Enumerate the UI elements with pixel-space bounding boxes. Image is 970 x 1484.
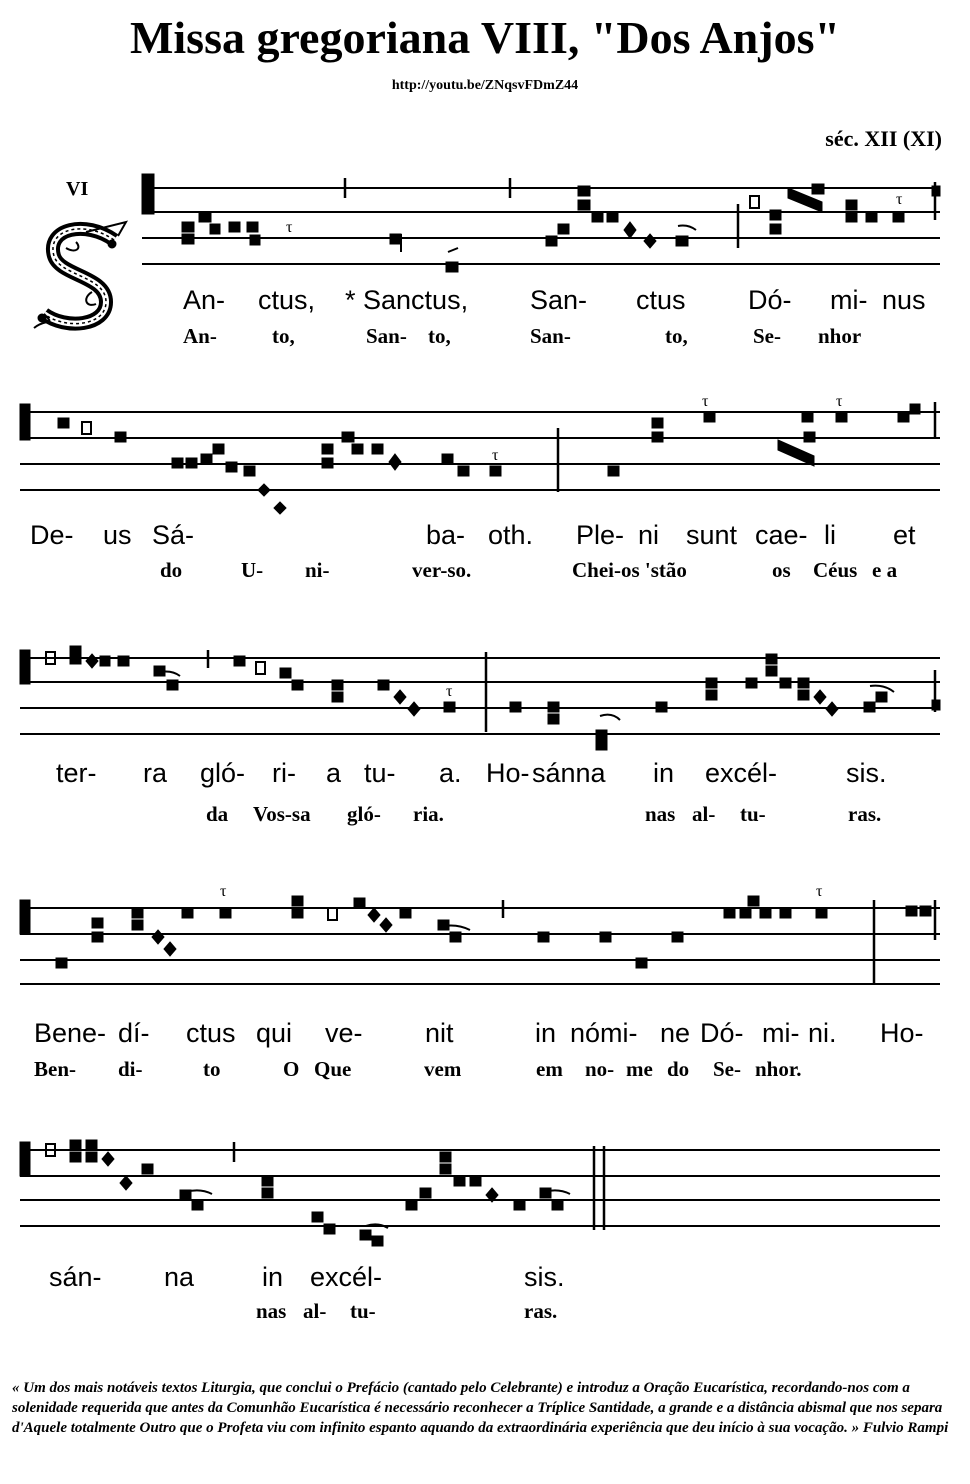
staff-lines [142, 188, 940, 264]
latin-lyric: Ple- [576, 520, 625, 550]
latin-lyric: a [326, 758, 342, 788]
latin-lyric: sunt [686, 520, 738, 550]
latin-lyric: na [164, 1262, 195, 1292]
latin-lyric: excél- [310, 1262, 383, 1292]
latin-lyric: dí- [118, 1018, 150, 1048]
portuguese-lyric: ras. [524, 1299, 558, 1323]
latin-lyric: qui [256, 1018, 293, 1048]
portuguese-lyric: em [536, 1057, 563, 1081]
portuguese-lyric: tu- [740, 802, 766, 826]
latin-lyric: ne [660, 1018, 691, 1048]
portuguese-lyric: nas [256, 1299, 287, 1323]
svg-text:τ: τ [286, 219, 293, 236]
latin-lyric: sis. [524, 1262, 565, 1292]
latin-lyric: in [535, 1018, 557, 1048]
svg-text:τ: τ [836, 393, 843, 410]
portuguese-lyric: nhor. [755, 1057, 802, 1081]
do-clef-icon [20, 650, 30, 684]
portuguese-lyric: al- [692, 802, 716, 826]
portuguese-lyric: to, [428, 324, 451, 348]
portuguese-lyric: Céus [813, 558, 858, 582]
portuguese-lyric: al- [303, 1299, 327, 1323]
svg-text:τ: τ [492, 447, 499, 464]
staff-lines [20, 908, 940, 984]
footer-quote: « Um dos mais notáveis textos Liturgia, que conclui o Prefácio (cantado pelo Celebrante) e introduz a Oração Eucarística, recordando-nos com a solenidade requerida que antes da Comunhão Eucarística é necessário reconhecer a Tríplice Santidade, a grande e a distância abismal que nos separa d'Aquele totalmente Outro que o Profeta viu com infinito espanto aquando da extraordinária experiência que deu início à sua vocação. » Fulvio Rampi [12, 1380, 949, 1436]
latin-lyric: gló- [200, 758, 246, 788]
latin-lyric: et [893, 520, 916, 550]
portuguese-lyric: Que [314, 1057, 352, 1081]
latin-lyric: ctus, [258, 285, 316, 315]
portuguese-lyric: U- [241, 558, 264, 582]
latin-lyric: sán- [49, 1262, 102, 1292]
latin-lyric: a. [439, 758, 462, 788]
latin-lyric: Dó- [748, 285, 792, 315]
portuguese-lyric: e a [872, 558, 898, 582]
staff-lines [20, 1150, 940, 1226]
portuguese-lyric: ver-so. [412, 558, 472, 582]
portuguese-lyric: to, [665, 324, 688, 348]
svg-text:τ: τ [896, 191, 903, 208]
latin-lyric: ctus [186, 1018, 236, 1048]
latin-lyric: ni [638, 520, 660, 550]
latin-lyric: ctus [636, 285, 686, 315]
portuguese-lyric: do [160, 558, 183, 582]
latin-lyric: * Sanctus, [345, 285, 469, 315]
do-clef-icon [20, 1142, 30, 1176]
century-label: séc. XII (XI) [825, 126, 942, 151]
svg-text:τ: τ [446, 683, 453, 700]
portuguese-lyric: do [667, 1057, 690, 1081]
portuguese-lyric: di- [118, 1057, 143, 1081]
latin-lyric: oth. [488, 520, 534, 550]
latin-lyric: An- [183, 285, 226, 315]
latin-lyric: tu- [364, 758, 396, 788]
latin-lyric: in [653, 758, 675, 788]
svg-text:τ: τ [816, 883, 823, 900]
portuguese-lyric: ni- [305, 558, 330, 582]
portuguese-lyric: Vos-sa [253, 802, 311, 826]
portuguese-lyric: nhor [818, 324, 862, 348]
latin-lyric: ba- [426, 520, 466, 550]
portuguese-lyric: San- [530, 324, 571, 348]
portuguese-lyric: no- [585, 1057, 615, 1081]
portuguese-lyric: nas [645, 802, 676, 826]
latin-lyric: San- [530, 285, 588, 315]
portuguese-lyric: to [203, 1057, 221, 1081]
latin-lyric: nus [882, 285, 926, 315]
staff-system-5 [0, 1130, 970, 1240]
mode-number: VI [66, 178, 89, 200]
portuguese-lyric: San- [366, 324, 407, 348]
portuguese-lyric: Se- [753, 324, 781, 348]
latin-lyric: li [824, 520, 836, 550]
portuguese-lyric: me [626, 1057, 653, 1081]
portuguese-lyric: Se- [713, 1057, 741, 1081]
staff-system-3 [0, 640, 970, 750]
latin-lyric: Dó- [700, 1018, 744, 1048]
latin-lyric: nómi- [570, 1018, 638, 1048]
portuguese-lyric: O [283, 1057, 300, 1081]
latin-lyric: Sá- [152, 520, 195, 550]
latin-lyric: cae- [755, 520, 808, 550]
latin-lyric: Ho- [486, 758, 530, 788]
latin-lyric: mi- [830, 285, 868, 315]
portuguese-lyric: ria. [413, 802, 444, 826]
portuguese-lyric: to, [272, 324, 295, 348]
latin-lyric: ra [143, 758, 168, 788]
latin-lyric: mi- [762, 1018, 800, 1048]
portuguese-lyric: Chei-os 'stão [572, 558, 687, 582]
latin-lyric: excél- [705, 758, 778, 788]
latin-lyric: ter- [56, 758, 97, 788]
portuguese-lyric: Ben- [34, 1057, 76, 1081]
latin-lyric: sánna [532, 758, 606, 788]
latin-lyric: ve- [325, 1018, 363, 1048]
latin-lyric: in [262, 1262, 284, 1292]
staff-system-1 [0, 160, 970, 270]
portuguese-lyric: tu- [350, 1299, 376, 1323]
svg-text:τ: τ [702, 393, 709, 410]
latin-lyric: sis. [846, 758, 887, 788]
page-title: Missa gregoriana VIII, "Dos Anjos" [129, 12, 841, 63]
portuguese-lyric: da [206, 802, 229, 826]
portuguese-lyric: vem [424, 1057, 462, 1081]
latin-lyric: nit [425, 1018, 454, 1048]
do-clef-icon [20, 900, 30, 934]
latin-lyric: Bene- [34, 1018, 107, 1048]
svg-text:τ: τ [220, 883, 227, 900]
latin-lyric: us [103, 520, 132, 550]
do-clef-icon [142, 174, 154, 214]
do-clef-icon [20, 404, 30, 440]
portuguese-lyric: gló- [347, 802, 381, 826]
neumes [20, 1140, 604, 1246]
video-url[interactable]: http://youtu.be/ZNqsvFDmZ44 [391, 78, 579, 93]
portuguese-lyric: os [772, 558, 791, 582]
latin-lyric: De- [30, 520, 74, 550]
staff-system-4 [0, 880, 970, 990]
latin-lyric: ni. [808, 1018, 837, 1048]
latin-lyric: ri- [272, 758, 296, 788]
portuguese-lyric: An- [183, 324, 217, 348]
portuguese-lyric: ras. [848, 802, 882, 826]
staff-system-2 [0, 392, 970, 502]
latin-lyric: Ho- [880, 1018, 924, 1048]
